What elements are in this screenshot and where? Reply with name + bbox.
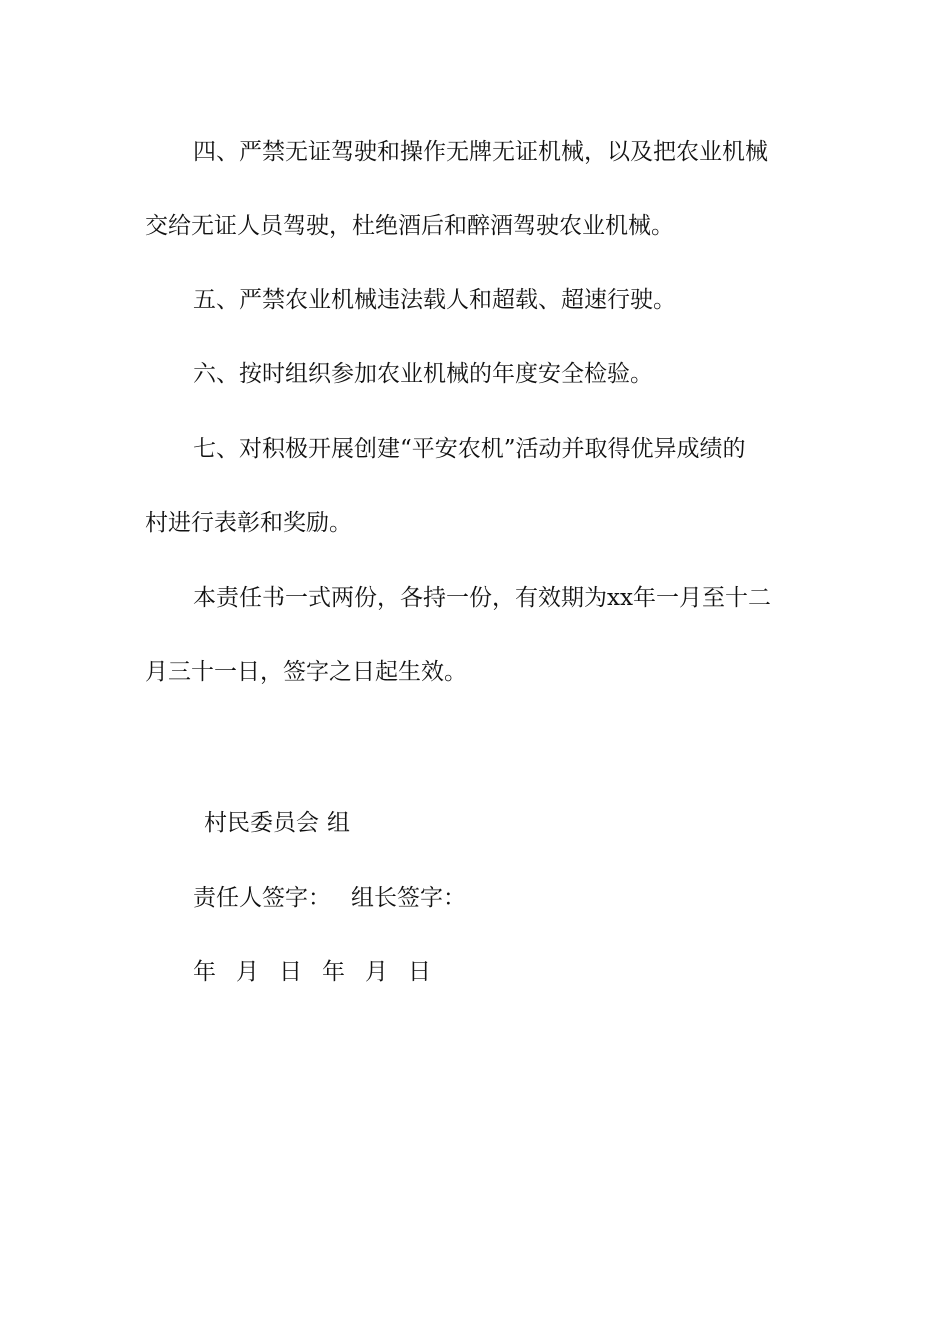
date-year-1: 年 <box>193 959 216 985</box>
validity-line-1: 本责任书一式两份，各持一份，有效期为xx年一月至十二 <box>193 585 771 611</box>
paragraph-seven-line-2: 村进行表彰和奖励。 <box>145 510 352 536</box>
responsible-person-signature-label: 责任人签字： <box>193 885 331 911</box>
date-day-2: 日 <box>408 959 431 985</box>
date-line <box>193 957 431 987</box>
group-leader-signature-label: 组长签字： <box>351 885 466 911</box>
paragraph-four-line-1: 四、严禁无证驾驶和操作无牌无证机械，以及把农业机械 <box>193 139 768 165</box>
group-label: 组 <box>327 810 350 836</box>
paragraph-six: 六、按时组织参加农业机械的年度安全检验。 <box>193 361 653 387</box>
committee-signature-line <box>204 808 350 838</box>
paragraph-seven-line-1: 七、对积极开展创建“平安农机”活动并取得优异成绩的 <box>193 436 746 462</box>
paragraph-four-line-2: 交给无证人员驾驶，杜绝酒后和醉酒驾驶农业机械。 <box>145 213 674 239</box>
date-year-2: 年 <box>322 959 345 985</box>
date-month-2: 月 <box>365 959 388 985</box>
village-committee-label: 村民委员会 <box>204 810 319 836</box>
validity-line-2: 月三十一日，签字之日起生效。 <box>145 659 467 685</box>
date-month-1: 月 <box>236 959 259 985</box>
date-day-1: 日 <box>279 959 302 985</box>
signature-labels-line <box>193 883 466 913</box>
paragraph-five: 五、严禁农业机械违法载人和超载、超速行驶。 <box>193 287 676 313</box>
